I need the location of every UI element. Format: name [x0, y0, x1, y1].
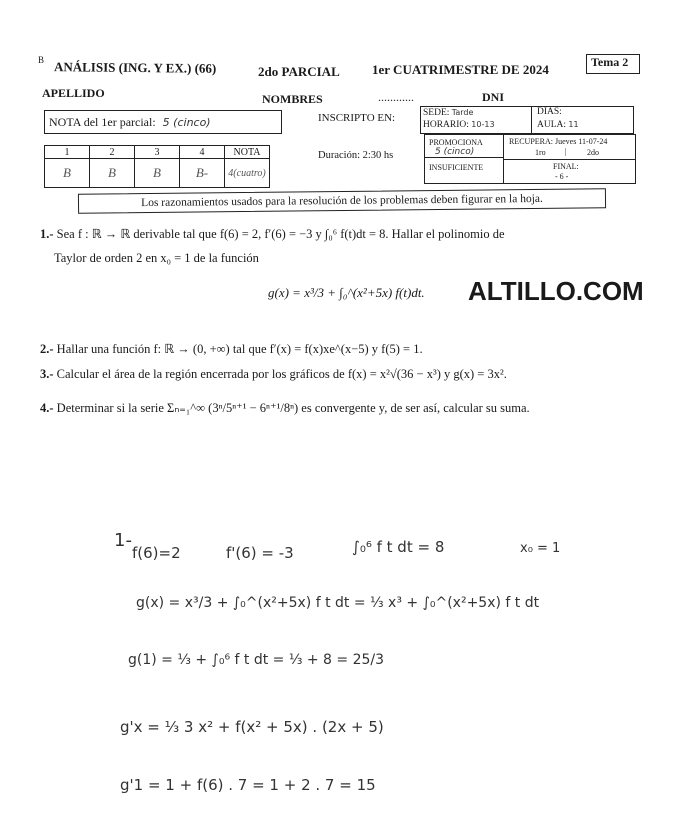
- watermark: ALTILLO.COM: [468, 276, 644, 306]
- handwritten-integral: ∫₀⁶ f t dt = 8: [352, 538, 445, 556]
- grade-value: B: [45, 159, 90, 188]
- handwritten-x0: x₀ = 1: [520, 541, 561, 556]
- nombres-label: NOMBRES: [262, 92, 323, 106]
- handwritten-f6: f(6)=2: [132, 544, 181, 562]
- exam-title: 2do PARCIAL: [258, 64, 340, 79]
- grades-table: [44, 145, 270, 188]
- course-title: ANÁLISIS (ING. Y EX.) (66): [53, 59, 217, 76]
- dots: ............: [378, 90, 414, 104]
- nota-primer-parcial: [44, 110, 282, 134]
- handwritten-g1: g(1) = ⅓ + ∫₀⁶ f t dt = ⅓ + 8 = 25/3: [128, 652, 385, 668]
- final-label: FINAL:: [553, 162, 579, 171]
- problem-1-formula: g(x) = x³/3 + ∫₀^(x²+5x) f(t)dt.: [268, 285, 425, 300]
- grade-value: B-: [180, 159, 225, 188]
- term-label: 1er CUATRIMESTRE DE 2024: [372, 62, 549, 77]
- problem-3: [40, 366, 660, 382]
- result-box: [424, 134, 636, 184]
- grade-header: 3: [135, 146, 180, 159]
- recupera-first: 1ro: [535, 148, 546, 157]
- nota-value: 5 (cinco): [162, 116, 211, 129]
- apellido-label: APELLIDO: [42, 86, 105, 100]
- problem-number: 4.-: [40, 401, 54, 415]
- handwritten-g-prime: g'x = ⅓ 3 x² + f(x² + 5x) . (2x + 5): [120, 718, 384, 736]
- problem-number: 3.-: [40, 367, 54, 381]
- instructions-notice: Los razonamientos usados para la resolución de los problemas deben figurar en la hoja.: [78, 188, 606, 214]
- problem-1: [40, 226, 660, 242]
- nota-label: NOTA del 1er parcial:: [49, 115, 156, 129]
- promocion-value: 5 (cinco): [435, 147, 475, 157]
- inscripto-label: INSCRIPTO EN:: [318, 112, 396, 124]
- grade-header: 2: [90, 146, 135, 159]
- promocion-label: PROMOCIONA: [429, 138, 483, 147]
- handwritten-g-prime-1: g'1 = 1 + f(6) . 7 = 1 + 2 . 7 = 15: [120, 776, 376, 794]
- problem-text: Determinar si la serie Σₙ₌₁^∞ (3ⁿ/5ⁿ⁺¹ − 6ⁿ⁺¹/8ⁿ) es convergente y, de ser así, calcular su suma.: [56, 401, 530, 415]
- problem-text: Calcular el área de la región encerrada por los gráficos de f(x) = x²√(36 − x³) y g(x) = 3x².: [56, 367, 507, 381]
- insuficiente-label: INSUFICIENTE: [429, 163, 484, 172]
- course-code: B: [38, 55, 45, 65]
- problem-text: Sea f : ℝ → ℝ derivable tal que f(6) = 2, f′(6) = −3 y ∫₀⁶ f(t)dt = 8. Hallar el polinomio de: [56, 227, 505, 241]
- horario-value: 10-13: [471, 120, 495, 129]
- problem-1-cont: Taylor de orden 2 en x₀ = 1 de la función: [54, 251, 259, 265]
- grade-header: 4: [180, 146, 225, 159]
- recupera-sep: |: [565, 147, 567, 156]
- dias-label: DIAS:: [537, 107, 562, 117]
- handwritten-g-def: g(x) = x³/3 + ∫₀^(x²+5x) f t dt = ⅓ x³ + ∫₀^(x²+5x) f t dt: [136, 595, 540, 611]
- recupera-label: RECUPERA: Jueves 11-07-24: [509, 137, 608, 146]
- aula-value: 11: [568, 120, 579, 129]
- handwritten-fprime6: f'(6) = -3: [226, 544, 294, 562]
- grade-value: B: [135, 159, 180, 188]
- problem-number: 1.-: [40, 227, 54, 241]
- divider: [531, 107, 532, 133]
- problem-4: [40, 400, 660, 416]
- grade-header: NOTA: [225, 146, 270, 159]
- problem-text: Hallar una función f: ℝ → (0, +∞) tal que f′(x) = f(x)xe^(x−5) y f(5) = 1.: [56, 342, 423, 356]
- divider: [425, 157, 503, 158]
- duracion: Duración: 2:30 hs: [318, 150, 394, 161]
- problem-number: 2.-: [40, 342, 54, 356]
- sede-value: Tarde: [451, 108, 474, 117]
- handwritten-number: 1-: [114, 530, 132, 551]
- aula-label: AULA:: [537, 120, 567, 130]
- divider: [503, 159, 635, 160]
- sede-horario-box: [420, 106, 634, 134]
- horario-label: HORARIO:: [423, 120, 469, 130]
- dni-label: DNI: [482, 90, 505, 104]
- tema-badge: Tema 2: [586, 54, 640, 74]
- problem-2: [40, 341, 660, 357]
- grade-header: 1: [45, 146, 90, 159]
- grade-value: B: [90, 159, 135, 188]
- sede-label: SEDE:: [423, 108, 450, 118]
- final-value: - 6 -: [555, 172, 569, 181]
- recupera-second: 2do: [587, 148, 599, 157]
- grade-value: 4(cuatro): [225, 159, 270, 188]
